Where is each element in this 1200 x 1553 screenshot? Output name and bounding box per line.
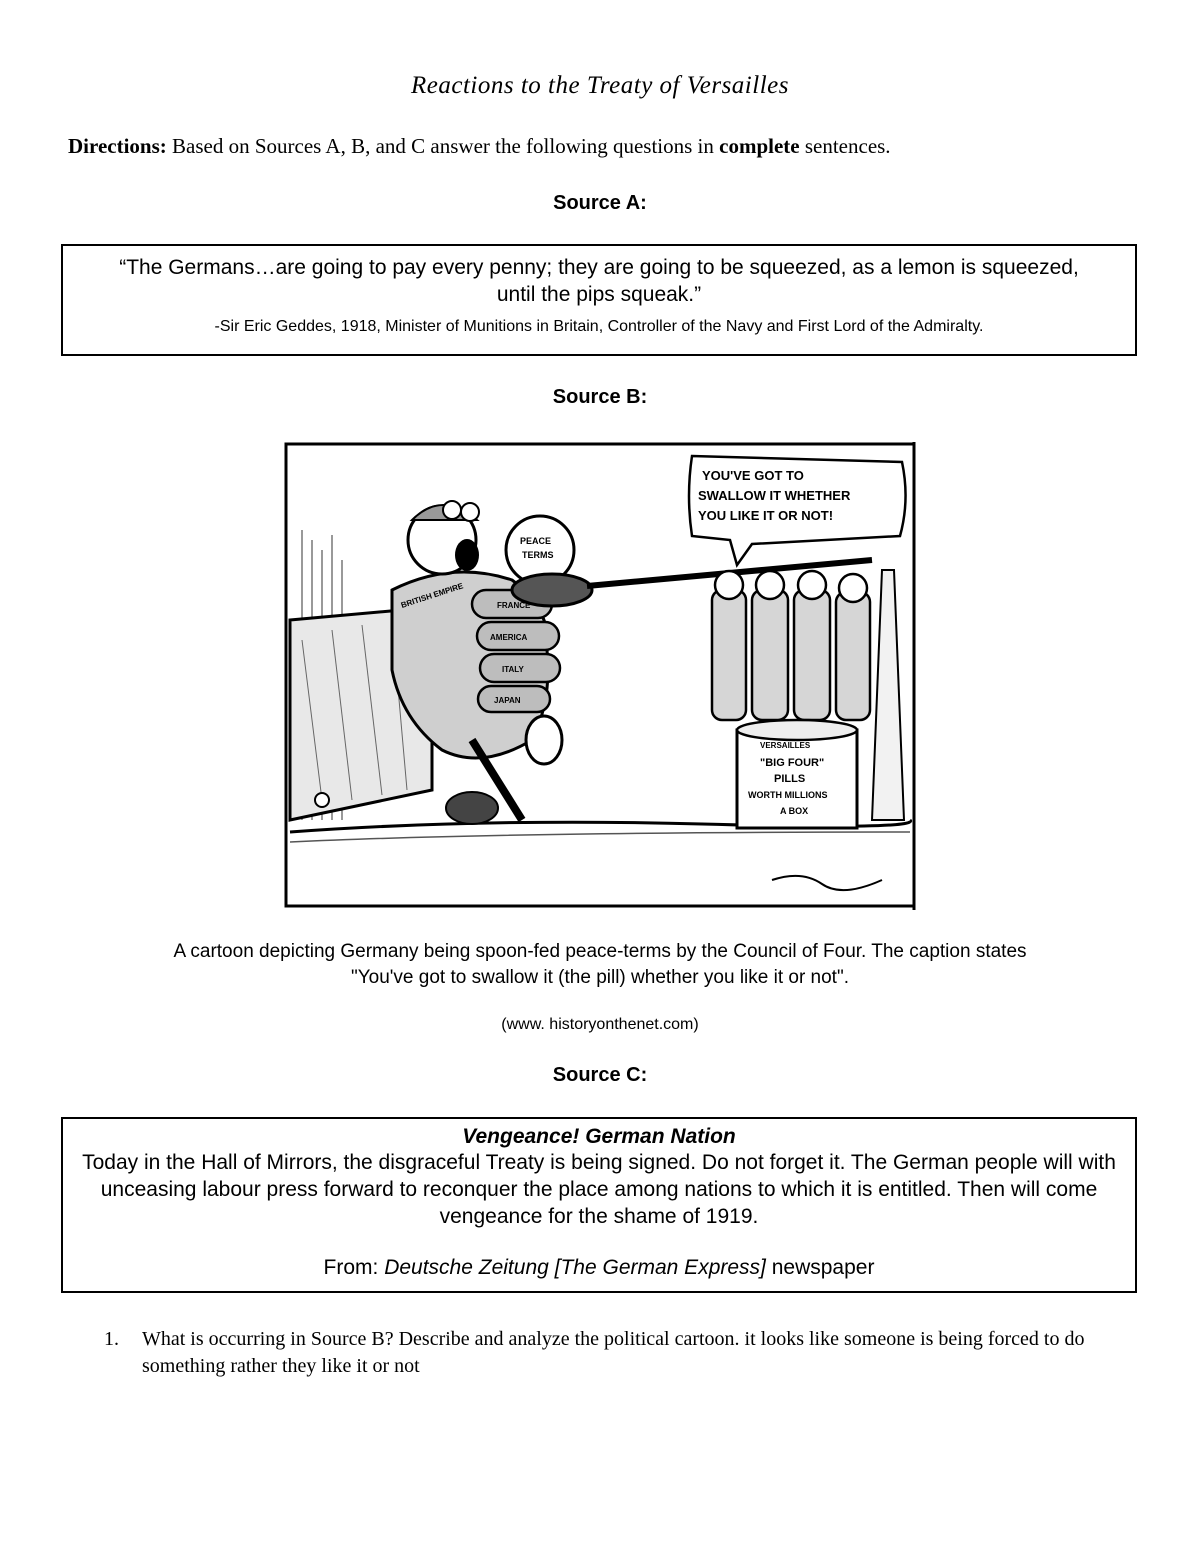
directions-label: Directions: [68,134,167,158]
caption-line-2: "You've got to swallow it (the pill) whether you like it or not". [351,967,849,988]
source-b-url: (www. historyonthenet.com) [501,1016,699,1033]
box-label-5: A BOX [780,806,809,816]
source-c-from-label: From: [323,1256,385,1279]
source-c-heading: Source C: [552,1064,648,1086]
question-number: 1. [104,1328,119,1350]
box-label-3: PILLS [774,773,806,785]
pill-label-2: TERMS [522,550,554,560]
pill-label-1: PEACE [520,536,552,546]
source-c-body: Today in the Hall of Mirrors, the disgraceful Treaty is being signed. Do not forget it. The German people will with unceasing labour press forward to reconquer the place among nations to which it is entitled. Then will come vengeance for the shame of 1919. [82,1151,1116,1228]
speech-line-3: YOU LIKE IT OR NOT! [698,508,834,523]
page-title: Reactions to the Treaty of Versailles [411,72,789,99]
speech-line-1: YOU'VE GOT TO [702,468,804,483]
source-c-from-suffix: newspaper [765,1256,875,1279]
source-c-from-source: Deutsche Zeitung [The German Express] [384,1256,766,1279]
source-b-heading: Source B: [552,386,648,408]
box-label-2: "BIG FOUR" [760,757,825,769]
source-a-box [61,244,1137,356]
directions-emphasis: complete [719,134,800,158]
finger-label-1: BRITISH EMPIRE [399,581,465,610]
question-text: What is occurring in Source B? Describe and analyze the political cartoon. it looks like someone is being forced to do something rather they like it or not [142,1328,1085,1377]
source-a-quote: “The Germans…are going to pay every penny; they are going to be squeezed, as a lemon is squeezed, until the pips squeak.” [119,256,1079,306]
directions-text-after: sentences. [799,134,891,158]
finger-label-3: AMERICA [490,633,528,642]
source-a-heading: Source A: [553,192,647,214]
directions-text-before: Based on Sources A, B, and C answer the following questions in [166,134,720,158]
finger-label-2: FRANCE [497,601,531,610]
source-c-from [63,1256,1135,1280]
source-c-box [61,1117,1137,1293]
finger-label-5: JAPAN [494,696,521,705]
source-b-caption [0,939,1200,991]
source-c-title: Vengeance! German Nation [462,1125,736,1148]
question-1 [104,1326,1114,1380]
source-a-attribution: -Sir Eric Geddes, 1918, Minister of Munitions in Britain, Controller of the Navy and First Lord of the Admiralty. [214,318,984,335]
directions [68,134,1148,159]
box-label-1: VERSAILLES [760,741,811,750]
cartoon-illustration [282,440,918,910]
finger-label-4: ITALY [502,665,524,674]
political-cartoon [282,440,918,910]
caption-line-1: A cartoon depicting Germany being spoon-fed peace-terms by the Council of Four. The caption states [173,941,1027,962]
box-label-4: WORTH MILLIONS [748,790,828,800]
speech-line-2: SWALLOW IT WHETHER [698,488,851,503]
